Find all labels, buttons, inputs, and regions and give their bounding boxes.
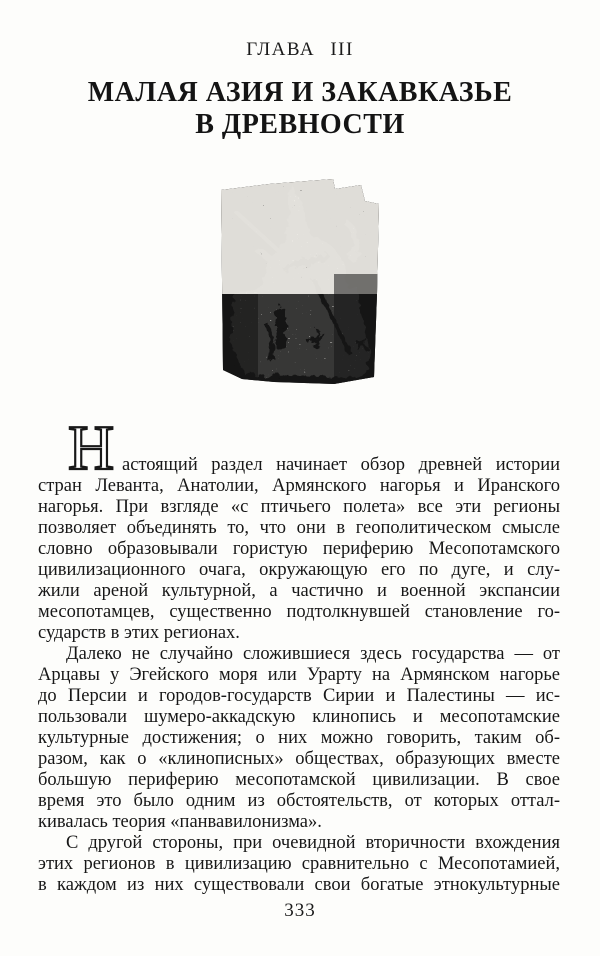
drop-cap-letter: Н xyxy=(68,412,115,483)
text-line: разом, как о «клинописных» обществах, образующих вместе xyxy=(38,749,560,769)
text-line: месопотамцев, существенно подтолкнувшей становление го- xyxy=(38,602,560,622)
text-line: культурные достижения; о них можно говорить, таким об- xyxy=(38,728,560,748)
text-line: С другой стороны, при очевидной вторичности вхождения xyxy=(66,833,560,853)
text-line: сударств в этих регионах. xyxy=(38,623,240,643)
text-line: стран Леванта, Анатолии, Армянского нагорья и Иранского xyxy=(38,476,560,496)
text-line: Далеко не случайно сложившиеся здесь государства — от xyxy=(66,644,560,664)
text-line: этих регионов в цивилизацию сравнительно с Месопотамией, xyxy=(38,854,560,874)
body-text xyxy=(38,412,560,896)
text-line: словно образовывали гористую периферию Месопотамского xyxy=(38,539,560,559)
text-line: до Персии и городов-государств Сирии и Палестины — ис- xyxy=(38,686,560,706)
title-line-1: МАЛАЯ АЗИЯ И ЗАКАВКАЗЬЕ xyxy=(87,77,513,108)
chapter-label: ГЛАВА III xyxy=(246,39,354,60)
paragraphs xyxy=(38,455,560,896)
text-line: астоящий раздел начинает обзор древней истории xyxy=(122,455,560,475)
text-line: жили ареной культурной, а частично и военной экспансии xyxy=(38,581,560,601)
page-number: 333 xyxy=(284,900,316,921)
page-title xyxy=(0,77,600,141)
text-line: большую периферию месопотамской цивилизации. В свое xyxy=(38,770,560,790)
relief-illustration xyxy=(214,174,386,391)
text-line: в каждом из них существовали свои богатые этнокультурные xyxy=(38,875,560,895)
text-line: пользовали шумеро-аккадскую клинопись и месопотамские xyxy=(38,707,560,727)
text-line: позволяет объединять то, что они в геополитическом смысле xyxy=(38,518,560,538)
relief-illustration-graphic xyxy=(214,174,386,391)
text-line: время это было одним из обстоятельств, от которых оттал- xyxy=(38,791,560,811)
text-line: цивилизационного очага, окружающую его по дуге, и слу- xyxy=(38,560,560,580)
text-line: нагорья. При взгляде «с птичьего полета» все эти регионы xyxy=(38,497,560,517)
text-line: кивалась теория «панвавилонизма». xyxy=(38,812,322,832)
text-line: Арцавы у Эгейского моря или Урарту на Армянском нагорье xyxy=(38,665,560,685)
title-line-2: В ДРЕВНОСТИ xyxy=(195,109,405,140)
